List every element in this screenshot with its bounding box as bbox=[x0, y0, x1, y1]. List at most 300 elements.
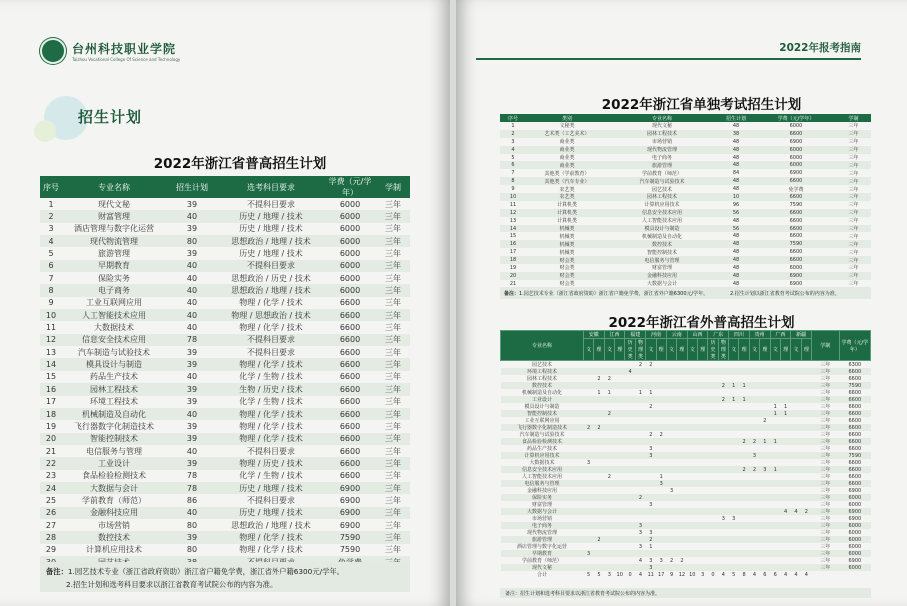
table-cell: 思想政治 / 地理 / 技术 bbox=[231, 520, 311, 530]
table-cell: 6000 bbox=[324, 284, 376, 296]
table-cell bbox=[749, 487, 759, 494]
table-cell bbox=[780, 557, 790, 564]
table-cell: 20 bbox=[500, 272, 526, 280]
table-cell bbox=[666, 396, 676, 403]
table-cell: 2 bbox=[594, 424, 604, 431]
table-row bbox=[501, 466, 871, 473]
table-row bbox=[501, 361, 871, 369]
table-cell: 17 bbox=[509, 249, 517, 256]
table-cell bbox=[656, 543, 666, 550]
table-cell bbox=[594, 543, 604, 550]
table-cell bbox=[594, 501, 604, 508]
table-cell: 历史 / 地理 / 技术 bbox=[239, 224, 303, 234]
table-row bbox=[501, 571, 871, 578]
table-cell: 6000 bbox=[839, 522, 870, 529]
table-cell: 6600 bbox=[848, 403, 862, 410]
table-cell: 酒店管理与数字化运营 bbox=[74, 224, 154, 234]
table-cell bbox=[604, 368, 614, 375]
table-cell bbox=[801, 438, 811, 445]
table-cell bbox=[697, 501, 707, 508]
table-cell bbox=[604, 438, 614, 445]
table-cell bbox=[646, 473, 656, 480]
table-cell bbox=[749, 403, 759, 410]
table-cell bbox=[739, 445, 749, 452]
table-cell: 4 bbox=[794, 571, 798, 578]
table-cell: 药品生产技术 bbox=[90, 372, 138, 382]
table-cell: 5 bbox=[48, 249, 54, 259]
table-cell bbox=[625, 515, 635, 522]
table-cell: 三年 bbox=[812, 382, 840, 389]
table-cell bbox=[739, 452, 749, 459]
table-cell bbox=[594, 361, 604, 369]
table-cell: 8 bbox=[742, 571, 746, 578]
column-header: 专业名称 bbox=[608, 114, 716, 122]
table-cell bbox=[625, 410, 635, 417]
table-row bbox=[40, 420, 410, 432]
subject-header: 理 bbox=[780, 339, 790, 361]
table-cell: 3 bbox=[646, 452, 656, 459]
table-cell bbox=[770, 452, 780, 459]
table-cell bbox=[697, 466, 707, 473]
table-cell bbox=[739, 424, 749, 431]
table-cell bbox=[729, 375, 739, 382]
table-cell: 三年 bbox=[836, 240, 871, 248]
table-cell bbox=[770, 459, 780, 466]
table-cell bbox=[729, 389, 739, 396]
table-cell: 6600 bbox=[848, 445, 862, 452]
table-cell bbox=[791, 557, 801, 564]
table-cell bbox=[677, 466, 687, 473]
table-cell: 6600 bbox=[339, 347, 361, 357]
table-cell: 6600 bbox=[839, 396, 870, 403]
table-cell bbox=[801, 473, 811, 480]
table-cell: 园林工程技术 bbox=[608, 193, 716, 201]
table-cell bbox=[583, 522, 593, 529]
table-cell: 40 bbox=[166, 507, 218, 519]
table-cell bbox=[615, 438, 625, 445]
table-cell: 1 bbox=[48, 199, 54, 209]
table-cell bbox=[604, 396, 614, 403]
table-cell: 6000 bbox=[324, 260, 376, 272]
table-cell: 市场营销 bbox=[531, 516, 552, 522]
table-cell: 财会类 bbox=[526, 272, 608, 280]
table-cell bbox=[791, 466, 801, 473]
table-cell bbox=[677, 494, 687, 501]
table-cell: 商业类 bbox=[526, 146, 608, 154]
table-cell bbox=[780, 529, 790, 536]
table-cell bbox=[697, 473, 707, 480]
table-cell bbox=[687, 494, 697, 501]
table-cell bbox=[666, 543, 676, 550]
column-header: 学制 bbox=[836, 114, 871, 122]
table-row bbox=[501, 459, 871, 466]
table-cell bbox=[583, 417, 593, 424]
table-cell: 4 bbox=[500, 146, 526, 154]
right-page bbox=[456, 0, 907, 606]
table-cell bbox=[604, 403, 614, 410]
college-name-en: Taizhou Vocational College Of Science and Technology bbox=[72, 57, 181, 62]
column-header: 学费（元/学年） bbox=[756, 114, 836, 122]
table-cell: 3 bbox=[646, 564, 656, 571]
table-cell bbox=[749, 557, 759, 564]
table-cell: 不提科目要求 bbox=[247, 446, 295, 456]
table-row bbox=[40, 260, 410, 272]
table-cell: 三年 bbox=[836, 146, 871, 154]
table-cell: 7590 bbox=[839, 452, 870, 459]
table-cell bbox=[801, 501, 811, 508]
table-cell: 1 bbox=[784, 403, 788, 410]
subject-header: 理 bbox=[656, 339, 666, 361]
table-cell bbox=[801, 494, 811, 501]
table-cell: 1 bbox=[780, 410, 790, 417]
table-cell bbox=[801, 452, 811, 459]
table-cell: 1 bbox=[607, 389, 611, 396]
table-cell: 生物 / 历史 / 技术 bbox=[218, 383, 324, 395]
table-cell bbox=[770, 508, 780, 515]
table-cell bbox=[594, 368, 604, 375]
table-cell bbox=[791, 501, 801, 508]
table-cell bbox=[594, 529, 604, 536]
subject-header: 理 bbox=[594, 339, 604, 361]
table-cell bbox=[760, 529, 770, 536]
table3-notes bbox=[500, 588, 871, 598]
table-cell: 物理 / 化学 / 技术 bbox=[218, 408, 324, 420]
table-cell bbox=[666, 536, 676, 543]
table-cell: 48 bbox=[732, 138, 740, 145]
table-cell bbox=[760, 564, 770, 571]
table-cell bbox=[594, 452, 604, 459]
table-cell: 9 bbox=[48, 298, 54, 308]
table-cell bbox=[770, 382, 780, 389]
province-header: 云南 bbox=[666, 331, 687, 339]
table-cell bbox=[625, 424, 635, 431]
table-cell bbox=[583, 543, 593, 550]
decorative-bubble-small bbox=[34, 120, 56, 142]
table-cell bbox=[780, 564, 790, 571]
table-cell: 计算机类 bbox=[526, 209, 608, 217]
table-cell: 不提科目要求 bbox=[247, 495, 295, 505]
table-cell: 物理 / 思想政治 / 技术 bbox=[218, 309, 324, 321]
table-cell: 金融科技应用 bbox=[62, 507, 166, 519]
table-cell: 三年 bbox=[836, 225, 871, 233]
table-cell bbox=[615, 410, 625, 417]
table-cell bbox=[718, 543, 728, 550]
table-cell: 三年 bbox=[376, 235, 410, 247]
table-cell: 商业类 bbox=[559, 139, 575, 146]
table-cell bbox=[666, 452, 676, 459]
table-cell: 48 bbox=[716, 240, 756, 248]
table-cell bbox=[635, 473, 645, 480]
table-cell bbox=[760, 536, 770, 543]
table-cell bbox=[718, 389, 728, 396]
table-cell bbox=[801, 466, 811, 473]
table-cell bbox=[666, 417, 676, 424]
table-row bbox=[501, 424, 871, 431]
table-cell: 29 bbox=[45, 545, 57, 555]
table-cell bbox=[677, 564, 687, 571]
table-cell bbox=[708, 473, 718, 480]
province-header: 贵州 bbox=[749, 331, 770, 339]
table-row bbox=[501, 501, 871, 508]
table-cell: 18 bbox=[500, 256, 526, 264]
table-cell: 6600 bbox=[324, 309, 376, 321]
table-cell bbox=[594, 550, 604, 557]
table-cell bbox=[625, 417, 635, 424]
table-cell bbox=[615, 543, 625, 550]
table-cell bbox=[604, 522, 614, 529]
table-row bbox=[501, 375, 871, 382]
table-cell: 机械类 bbox=[526, 240, 608, 248]
table-cell bbox=[739, 487, 749, 494]
table-cell: 模具设计与制造 bbox=[524, 404, 560, 410]
table-cell: 3 bbox=[701, 571, 705, 578]
table-cell: 园林工程技术 bbox=[608, 130, 716, 138]
table-cell bbox=[749, 445, 759, 452]
table-cell: 6600 bbox=[756, 209, 836, 217]
table-row bbox=[501, 529, 871, 536]
table-cell: 1 bbox=[649, 389, 653, 396]
table-cell bbox=[625, 522, 635, 529]
table-cell: 化学 / 生物 / 技术 bbox=[239, 471, 303, 481]
table-cell: 商业类 bbox=[526, 161, 608, 169]
table-cell bbox=[791, 473, 801, 480]
table-cell bbox=[635, 564, 645, 571]
table-cell bbox=[666, 438, 676, 445]
table-cell bbox=[780, 536, 790, 543]
table-cell bbox=[594, 473, 604, 480]
table-cell bbox=[656, 459, 666, 466]
table-cell: 86 bbox=[186, 495, 198, 505]
table-cell: 3 bbox=[649, 501, 653, 508]
table-cell bbox=[625, 494, 635, 501]
province-header: 广东 bbox=[708, 331, 729, 339]
table-cell: 三年 bbox=[385, 495, 401, 505]
table-cell bbox=[718, 403, 728, 410]
table2-title: 2022年浙江省单独考试招生计划 bbox=[601, 97, 802, 113]
table-cell bbox=[677, 445, 687, 452]
table-row bbox=[40, 272, 410, 284]
table-cell bbox=[708, 522, 718, 529]
table-cell bbox=[729, 452, 739, 459]
table-cell: 2 bbox=[659, 431, 663, 438]
table-cell bbox=[801, 536, 811, 543]
table-cell bbox=[635, 515, 645, 522]
table-cell bbox=[749, 543, 759, 550]
table-cell: 三年 bbox=[836, 209, 871, 217]
table-cell bbox=[666, 480, 676, 487]
table-cell bbox=[646, 375, 656, 382]
table-cell bbox=[604, 445, 614, 452]
table-cell: 48 bbox=[732, 264, 740, 271]
table-cell bbox=[739, 564, 749, 571]
table-cell bbox=[760, 459, 770, 466]
table-cell: 电信服务与管理 bbox=[608, 256, 716, 264]
table-cell: 3 bbox=[607, 571, 611, 578]
table-cell bbox=[801, 529, 811, 536]
table-cell: 6000 bbox=[839, 494, 870, 501]
table-cell bbox=[635, 403, 645, 410]
table2-notes bbox=[500, 287, 871, 299]
table-cell bbox=[791, 410, 801, 417]
table-cell: 40 bbox=[166, 284, 218, 296]
table-cell: 三年 bbox=[376, 457, 410, 469]
table-cell bbox=[583, 389, 593, 396]
table-cell: 48 bbox=[732, 233, 740, 240]
table-cell bbox=[656, 494, 666, 501]
table-cell: 6600 bbox=[848, 375, 862, 382]
table-cell bbox=[708, 382, 718, 389]
table-cell: 6600 bbox=[839, 424, 870, 431]
table-cell bbox=[635, 424, 645, 431]
table-cell: 39 bbox=[186, 397, 198, 407]
table-cell: 2 bbox=[594, 536, 604, 543]
table-cell bbox=[801, 396, 811, 403]
table-cell bbox=[729, 431, 739, 438]
table-cell: 40 bbox=[166, 210, 218, 222]
table-cell bbox=[780, 389, 790, 396]
table-cell bbox=[739, 543, 749, 550]
table-cell bbox=[708, 417, 718, 424]
table-row bbox=[500, 264, 871, 272]
table-row bbox=[500, 272, 871, 280]
table-cell bbox=[615, 452, 625, 459]
table-cell bbox=[791, 550, 801, 557]
table-cell bbox=[625, 487, 635, 494]
table-cell: 3 bbox=[511, 138, 515, 145]
table-cell: 11 bbox=[647, 571, 654, 578]
table-cell: 6000 bbox=[839, 536, 870, 543]
table-cell: 三年 bbox=[812, 494, 840, 501]
table-cell bbox=[635, 508, 645, 515]
table-cell bbox=[594, 431, 604, 438]
table-cell bbox=[625, 375, 635, 382]
table-cell: 三年 bbox=[812, 410, 840, 417]
table-cell bbox=[615, 445, 625, 452]
table-cell: 历史 / 地理 / 技术 bbox=[218, 210, 324, 222]
table-cell: 思想政治 / 地理 / 技术 bbox=[218, 284, 324, 296]
table-cell bbox=[749, 389, 759, 396]
table-row bbox=[500, 256, 871, 264]
table-cell: 6600 bbox=[324, 334, 376, 346]
table-cell bbox=[583, 466, 593, 473]
table-cell bbox=[687, 438, 697, 445]
table-cell: 6900 bbox=[839, 508, 870, 515]
table-cell bbox=[729, 557, 739, 564]
table-cell bbox=[646, 508, 656, 515]
table-cell bbox=[615, 361, 625, 369]
table-cell: 5 bbox=[587, 571, 591, 578]
table-cell bbox=[615, 389, 625, 396]
table-cell bbox=[708, 466, 718, 473]
table-cell bbox=[739, 522, 749, 529]
table-cell bbox=[718, 452, 728, 459]
table-cell: 机械类 bbox=[526, 225, 608, 233]
table-cell bbox=[708, 550, 718, 557]
table-cell bbox=[687, 368, 697, 375]
note-2: 2.招生计划和选考科目要求以浙江省教育考试院公布的内容为准。 bbox=[66, 580, 278, 589]
table-cell bbox=[760, 452, 770, 459]
table-cell: 信息安全技术应用 bbox=[501, 466, 584, 473]
table-cell: 三年 bbox=[812, 564, 840, 571]
table-cell bbox=[770, 473, 780, 480]
table-cell bbox=[615, 396, 625, 403]
table-cell bbox=[635, 417, 645, 424]
table-cell bbox=[615, 375, 625, 382]
table-cell bbox=[760, 473, 770, 480]
table-cell bbox=[687, 480, 697, 487]
table-cell: 物理 / 化学 / 技术 bbox=[218, 531, 324, 543]
table-cell: 10 bbox=[716, 193, 756, 201]
table-cell bbox=[739, 501, 749, 508]
table-cell bbox=[687, 557, 697, 564]
table-cell: 4 bbox=[638, 571, 643, 578]
table-cell bbox=[739, 375, 749, 382]
table-cell bbox=[646, 368, 656, 375]
table-cell bbox=[625, 452, 635, 459]
table-cell bbox=[656, 515, 666, 522]
table-cell bbox=[697, 543, 707, 550]
table-cell: 学前教育（师范） bbox=[82, 495, 146, 505]
table-cell bbox=[666, 368, 676, 375]
table-cell: 6900 bbox=[789, 170, 803, 177]
table-cell: 1 bbox=[659, 473, 663, 480]
table-cell bbox=[770, 557, 780, 564]
table-cell bbox=[739, 410, 749, 417]
table-row bbox=[500, 130, 871, 138]
table-cell bbox=[666, 459, 676, 466]
table-cell: 机械类 bbox=[559, 233, 575, 240]
table-cell bbox=[708, 368, 718, 375]
table-cell: 三年 bbox=[848, 249, 859, 256]
table-row bbox=[501, 494, 871, 501]
table-cell: 6300 bbox=[848, 361, 862, 368]
table-cell: 3 bbox=[649, 529, 653, 536]
table-row bbox=[40, 457, 410, 469]
table-cell bbox=[708, 361, 718, 369]
table-cell bbox=[646, 494, 656, 501]
table-cell bbox=[760, 515, 770, 522]
table-cell bbox=[583, 375, 593, 382]
table-cell: 16 bbox=[40, 383, 62, 395]
table-cell: 84 bbox=[732, 170, 740, 177]
table-cell bbox=[780, 445, 790, 452]
table-cell bbox=[604, 564, 614, 571]
table-cell bbox=[749, 529, 759, 536]
table-cell: 6600 bbox=[339, 471, 361, 481]
table-cell bbox=[801, 557, 811, 564]
table-row bbox=[40, 396, 410, 408]
table-cell bbox=[583, 494, 593, 501]
column-header: 序号 bbox=[40, 176, 62, 198]
table-cell: 48 bbox=[716, 256, 756, 264]
table-cell: 6900 bbox=[339, 495, 361, 505]
table-cell: 艺术类（工艺美术） bbox=[526, 130, 608, 138]
table-cell bbox=[791, 480, 801, 487]
table-cell bbox=[615, 417, 625, 424]
table-cell: 1 bbox=[649, 543, 653, 550]
table-cell bbox=[666, 529, 676, 536]
table-cell bbox=[583, 445, 593, 452]
table-cell: 7590 bbox=[756, 240, 836, 248]
table-cell bbox=[604, 515, 614, 522]
table-cell bbox=[780, 459, 790, 466]
table-row bbox=[40, 544, 410, 556]
table-cell bbox=[697, 536, 707, 543]
table-row bbox=[500, 185, 871, 193]
table-cell: 三年 bbox=[385, 298, 401, 308]
table-cell bbox=[780, 501, 790, 508]
table-cell bbox=[625, 361, 635, 369]
